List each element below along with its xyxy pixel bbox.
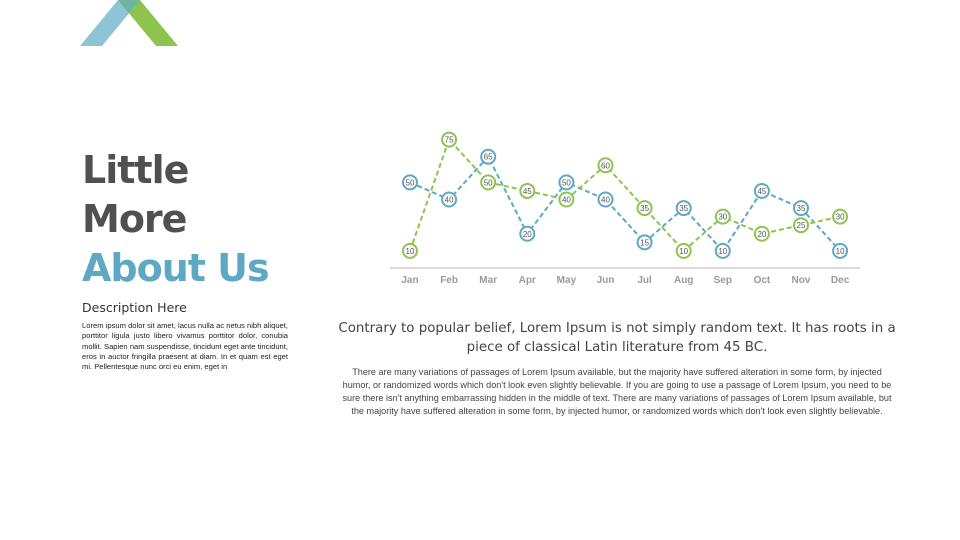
page-title xyxy=(82,146,269,293)
x-tick-label: Aug xyxy=(673,275,694,286)
series-2-data-label: 20 xyxy=(757,229,767,239)
x-tick-label: Oct xyxy=(753,275,771,286)
x-tick-label: Jan xyxy=(401,275,419,286)
series-2-data-label: 45 xyxy=(522,186,532,196)
series-1-data-label: 10 xyxy=(835,246,845,256)
series-2-data-label: 10 xyxy=(679,246,689,256)
title-line-2: More xyxy=(82,197,187,241)
series-2-line xyxy=(410,140,840,251)
series-1-data-label: 50 xyxy=(561,178,571,188)
x-tick-label: Sep xyxy=(713,275,732,286)
x-tick-label: Mar xyxy=(479,275,498,286)
series-2-data-label: 75 xyxy=(444,135,454,145)
series-1-data-label: 50 xyxy=(405,178,415,188)
x-tick-label: Feb xyxy=(440,275,458,286)
series-2-data-label: 60 xyxy=(601,161,610,171)
lead-paragraph: Contrary to popular belief, Lorem Ipsum is not simply random text. It has roots in a piece of classical Latin literature from 45 BC. xyxy=(338,321,896,355)
series-2-data-label: 10 xyxy=(405,246,415,256)
series-1-data-label: 35 xyxy=(796,204,806,214)
series-1-data-label: 40 xyxy=(444,195,454,205)
description-heading: Description Here xyxy=(82,300,187,315)
series-1-data-label: 10 xyxy=(718,246,728,256)
logo-icon xyxy=(80,0,178,48)
series-2-data-label: 30 xyxy=(718,212,728,222)
series-2-data-label: 35 xyxy=(640,204,650,214)
series-1-data-label: 15 xyxy=(640,238,650,248)
series-2-data-label: 25 xyxy=(796,221,806,231)
title-line-1: Little xyxy=(82,148,189,192)
series-1-data-label: 20 xyxy=(522,229,532,239)
x-tick-label: Jul xyxy=(637,275,652,286)
x-tick-label: May xyxy=(556,275,577,286)
x-tick-label: Dec xyxy=(830,275,850,286)
description-body: Lorem ipsum dolor sit amet, lacus nulla ac netus nibh aliquet, porttitor ligula justo libero vivamus porttitor dolor, conubia mollit. Sapien nam suspendisse, tincidunt eget ante tincidunt, eros in auctor fringilla praesent at diam. In et quam est eget mi. Pellentesque nunc orci eu enim, eget in xyxy=(82,321,288,372)
series-1-data-label: 35 xyxy=(679,204,689,214)
series-1-data-label: 45 xyxy=(757,186,767,196)
series-1-line xyxy=(410,157,840,251)
series-2-data-label: 30 xyxy=(835,212,845,222)
series-2-data-label: 40 xyxy=(561,195,571,205)
line-chart xyxy=(385,128,865,290)
x-tick-label: Jun xyxy=(596,275,615,286)
body-paragraph: There are many variations of passages of Lorem Ipsum available, but the majority have suffered alteration in some form, by injected humor, or randomized words which don't look even slightly believable. If you are going to use a passage of Lorem Ipsum, you need to be sure there isn't anything embarrassing hidden in the middle of text. There are many variations of passages of Lorem Ipsum available, but the majority have suffered alteration in some form, by injected humor, or randomized words which don't look even slightly believable. xyxy=(342,367,892,417)
series-1-data-label: 40 xyxy=(601,195,610,205)
title-line-3: About Us xyxy=(82,246,269,290)
x-tick-label: Apr xyxy=(518,275,536,286)
x-tick-label: Nov xyxy=(791,275,811,286)
series-1-data-label: 65 xyxy=(483,152,493,162)
series-2-data-label: 50 xyxy=(483,178,493,188)
